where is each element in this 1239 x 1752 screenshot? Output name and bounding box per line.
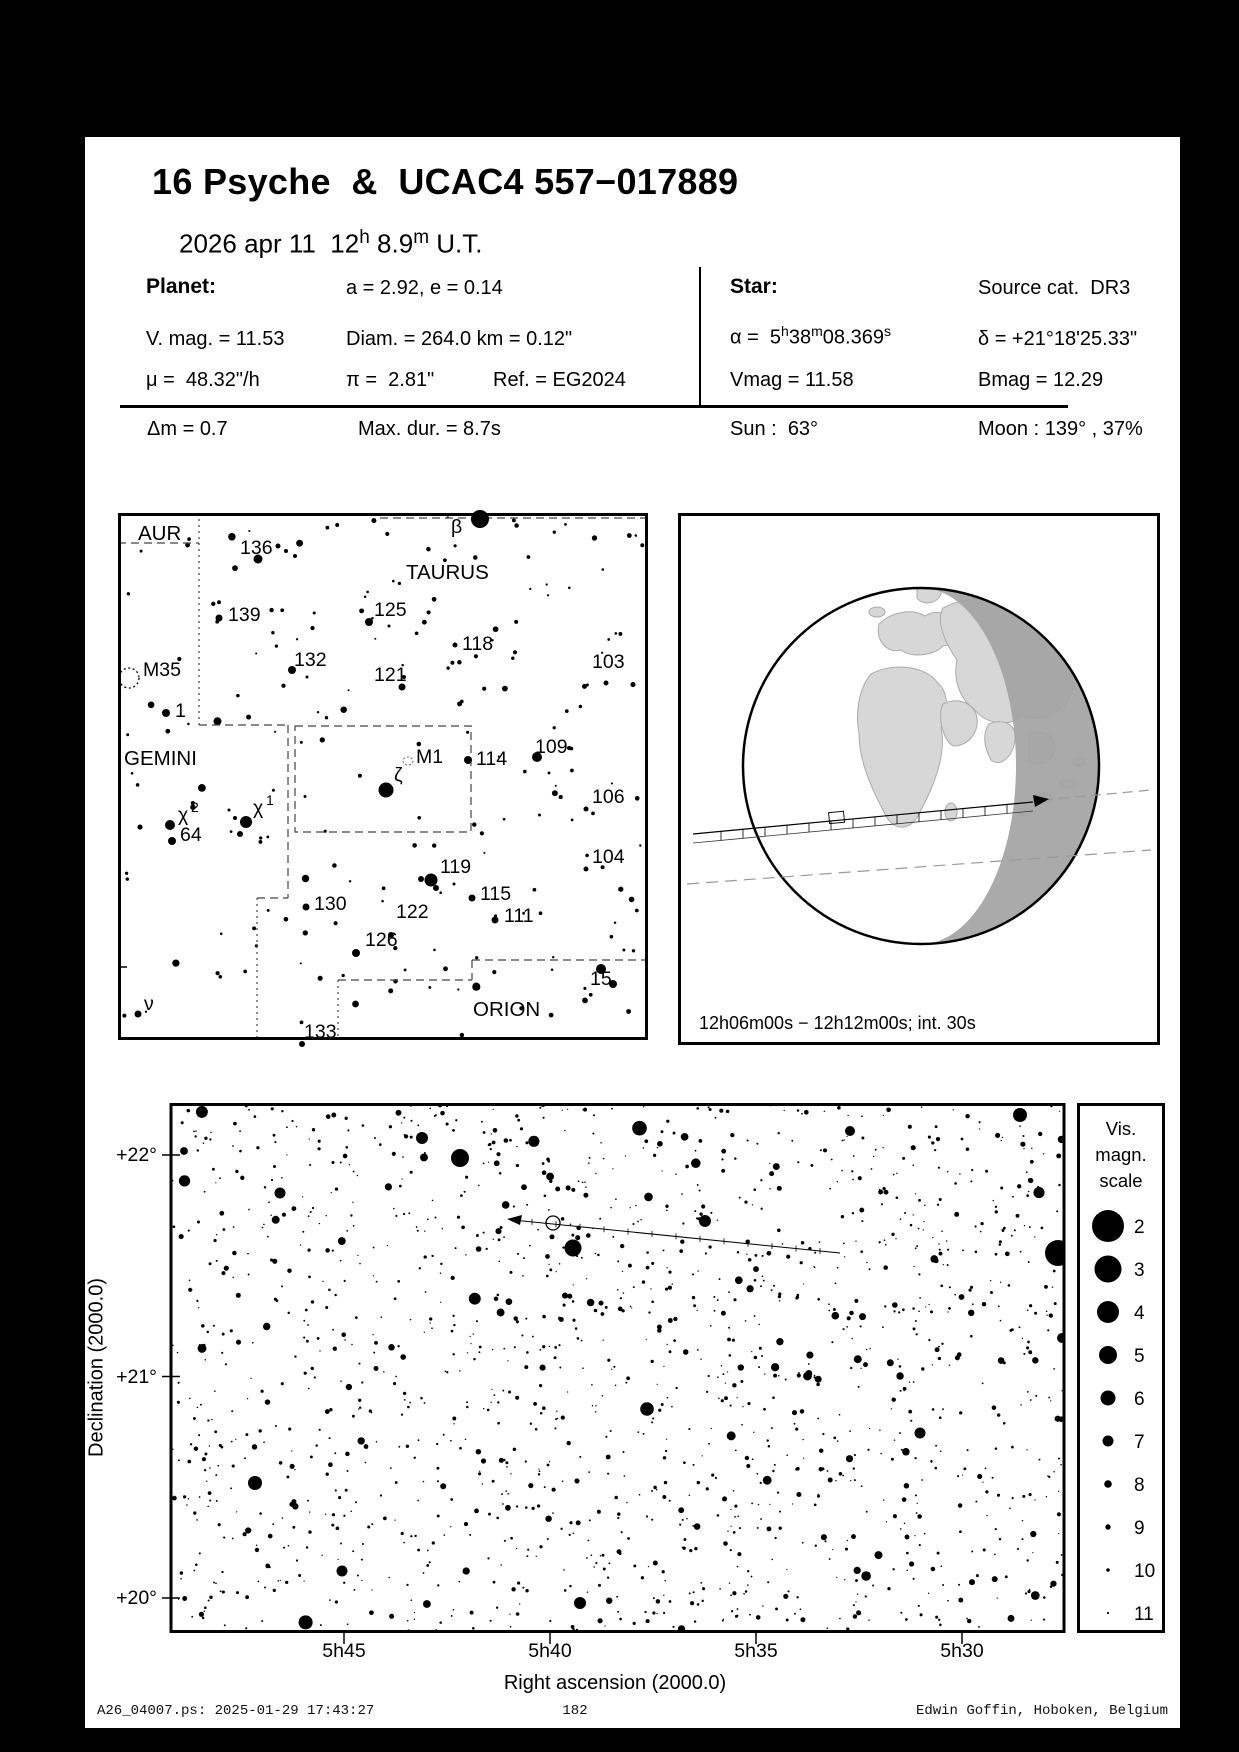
svg-text:β: β xyxy=(451,516,463,538)
svg-text:3: 3 xyxy=(1134,1260,1145,1281)
svg-text:TAURUS: TAURUS xyxy=(406,561,489,584)
map-star-field xyxy=(170,1102,1071,1634)
svg-text:139: 139 xyxy=(228,604,261,626)
svg-text:1: 1 xyxy=(266,792,274,808)
svg-text:2: 2 xyxy=(1134,1217,1145,1238)
svg-text:122: 122 xyxy=(396,901,429,923)
svg-text:4: 4 xyxy=(1134,1303,1145,1324)
legend-dot-mag-6 xyxy=(1101,1391,1116,1406)
svg-text:9: 9 xyxy=(1134,1518,1145,1539)
svg-text:8: 8 xyxy=(1134,1475,1145,1496)
svg-text:AUR: AUR xyxy=(138,522,182,545)
legend-dot-mag-2 xyxy=(1092,1210,1124,1242)
event-max-duration: Max. dur. = 8.7s xyxy=(358,418,501,440)
svg-text:106: 106 xyxy=(592,786,625,808)
ra-tick-label: 5h30 xyxy=(940,1640,984,1662)
finder-star-field xyxy=(122,516,644,1037)
magnitude-legend xyxy=(1077,1103,1165,1633)
svg-text:103: 103 xyxy=(592,651,625,673)
legend-title-line3: scale xyxy=(1099,1170,1143,1191)
svg-text:1: 1 xyxy=(175,700,186,722)
planet-parallax: π = 2.81" xyxy=(346,369,435,391)
legend-dot-mag-10 xyxy=(1106,1568,1110,1572)
ra-tick-label: 5h35 xyxy=(734,1640,778,1662)
page-subtitle: 2026 apr 11 12$^h$ 8.9$^m$ U.T. xyxy=(179,227,483,259)
svg-text:119: 119 xyxy=(440,856,472,878)
svg-text:χ: χ xyxy=(253,797,264,819)
footer-author: Edwin Goffin, Hoboken, Belgium xyxy=(915,1703,1168,1719)
legend-title-line2: magn. xyxy=(1095,1144,1147,1165)
event-sun-elongation: Sun : 63° xyxy=(730,418,819,440)
map-y-axis-label: Declination (2000.0) xyxy=(85,1278,108,1457)
legend-dot-mag-11 xyxy=(1107,1612,1109,1614)
svg-text:114: 114 xyxy=(476,748,508,770)
svg-text:130: 130 xyxy=(314,893,347,915)
legend-dot-mag-4 xyxy=(1097,1301,1119,1323)
svg-text:121: 121 xyxy=(374,664,407,686)
planet-reference: Ref. = EG2024 xyxy=(493,369,626,391)
svg-text:5: 5 xyxy=(1134,1346,1145,1367)
star-source-catalog: Source cat. DR3 xyxy=(978,277,1131,299)
svg-text:133: 133 xyxy=(304,1021,337,1043)
svg-text:χ: χ xyxy=(178,804,189,826)
svg-text:104: 104 xyxy=(592,846,625,868)
target-marker xyxy=(507,1215,840,1257)
planet-heading: Planet: xyxy=(146,275,217,298)
svg-text:M35: M35 xyxy=(143,659,181,681)
svg-text:115: 115 xyxy=(480,883,512,905)
column-divider xyxy=(699,267,701,407)
planet-proper-motion: μ = 48.32"/h xyxy=(146,369,260,391)
event-moon-elongation: Moon : 139° , 37% xyxy=(978,418,1143,440)
dec-tick-label: +20° xyxy=(116,1587,157,1609)
planet-orbit: a = 2.92, e = 0.14 xyxy=(346,277,503,299)
document-page xyxy=(85,137,1180,1728)
globe-panel xyxy=(678,513,1160,1045)
svg-text:7: 7 xyxy=(1134,1432,1145,1453)
planet-diameter: Diam. = 264.0 km = 0.12" xyxy=(346,328,573,350)
svg-text:64: 64 xyxy=(180,824,202,846)
svg-text:GEMINI: GEMINI xyxy=(124,747,197,770)
star-bmag: Bmag = 12.29 xyxy=(978,369,1104,391)
svg-text:ORION: ORION xyxy=(473,998,541,1021)
star-delta: δ = +21°18'25.33" xyxy=(978,328,1138,350)
earth-globe xyxy=(681,516,1157,1042)
legend-dot-mag-7 xyxy=(1103,1436,1114,1447)
svg-text:118: 118 xyxy=(462,633,494,655)
svg-text:136: 136 xyxy=(240,537,273,559)
target-star-circle xyxy=(546,1216,560,1230)
bright-field-star xyxy=(565,1240,582,1257)
globe-caption: 12h06m00s − 12h12m00s; int. 30s xyxy=(699,1013,976,1033)
dec-tick-label: +22° xyxy=(116,1144,157,1166)
svg-text:6: 6 xyxy=(1134,1389,1145,1410)
constellation-boundaries xyxy=(118,513,648,1040)
planet-vmag: V. mag. = 11.53 xyxy=(146,328,285,350)
finder-chart xyxy=(118,513,648,1043)
svg-text:10: 10 xyxy=(1134,1561,1156,1582)
legend-dot-mag-8 xyxy=(1104,1480,1112,1488)
svg-text:111: 111 xyxy=(504,905,534,927)
sky-map xyxy=(160,1103,1070,1651)
map-x-axis-label: Right ascension (2000.0) xyxy=(503,1672,727,1694)
separator-line xyxy=(120,405,1068,408)
footer-page-number: 182 xyxy=(562,1703,588,1719)
legend-scale xyxy=(1080,1106,1164,1630)
legend-dot-mag-3 xyxy=(1095,1256,1122,1283)
svg-text:132: 132 xyxy=(294,649,327,671)
legend-dot-mag-5 xyxy=(1099,1346,1117,1364)
event-mag-drop: Δm = 0.7 xyxy=(147,418,228,440)
svg-text:126: 126 xyxy=(365,929,398,951)
legend-title-line1: Vis. xyxy=(1105,1118,1137,1139)
star-alpha: α = 5$^h$38$^m$08.369$^s$ xyxy=(730,323,891,349)
dec-tick-label: +21° xyxy=(116,1365,157,1388)
svg-text:2: 2 xyxy=(191,799,199,815)
star-vmag: Vmag = 11.58 xyxy=(730,369,854,391)
finder-labels xyxy=(119,510,625,1047)
footer-filename: A26_04007.ps: 2025-01-29 17:43:27 xyxy=(97,1703,375,1719)
svg-text:ν: ν xyxy=(144,993,154,1015)
svg-text:11: 11 xyxy=(1134,1604,1154,1625)
svg-text:M1: M1 xyxy=(416,746,444,768)
ra-tick-label: 5h40 xyxy=(528,1640,572,1662)
svg-text:ζ: ζ xyxy=(394,764,403,786)
legend-dot-mag-9 xyxy=(1105,1524,1110,1529)
svg-text:15: 15 xyxy=(590,968,612,990)
ra-tick-label: 5h45 xyxy=(322,1640,366,1662)
page-title: 16 Psyche & UCAC4 557−017889 xyxy=(152,161,739,202)
star-heading: Star: xyxy=(730,275,778,298)
motion-arrow xyxy=(507,1215,522,1225)
svg-text:109: 109 xyxy=(535,736,568,758)
svg-text:125: 125 xyxy=(374,599,407,621)
